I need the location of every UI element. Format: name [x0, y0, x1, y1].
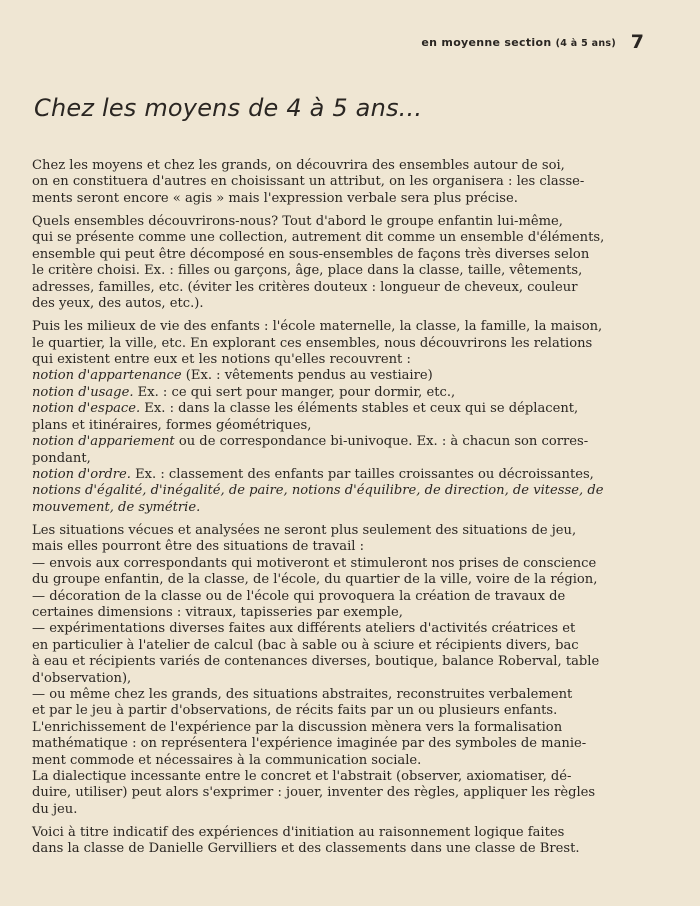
notion-text: ou de correspondance bi-univoque. Ex. : à chacun son corres- [174, 434, 589, 450]
notion-line [32, 467, 622, 483]
notion-line [32, 434, 622, 450]
text-line: L'enrichissement de l'expérience par la discussion mènera vers la formalisation [32, 719, 563, 735]
notion-line [32, 451, 622, 467]
notion-term: notion d'usage. [32, 384, 134, 400]
text-line: le critère choisi. Ex. : filles ou garçons, âge, place dans la classe, taille, vêtements, [32, 263, 583, 279]
body-text [32, 158, 622, 865]
paragraph-5 [32, 825, 622, 858]
notion-text: Ex. : dans la classe les éléments stables et ceux qui se déplacent, [140, 401, 579, 417]
text-line: du groupe enfantin, de la classe, de l'école, du quartier de la ville, voire de la région, [32, 572, 598, 588]
page-title: Chez les moyens de 4 à 5 ans... [34, 94, 423, 122]
text-line: Puis les milieux de vie des enfants : l'école maternelle, la classe, la famille, la maison, [32, 319, 603, 335]
text-line: ensemble qui peut être décomposé en sous-ensembles de façons très diverses selon [32, 246, 590, 262]
notion-text: Ex. : ce qui sert pour manger, pour dormir, etc., [133, 384, 456, 400]
text-line: Chez les moyens et chez les grands, on découvrira des ensembles autour de soi, [32, 158, 565, 173]
notion-term: notion d'espace. [32, 401, 141, 417]
text-line: des yeux, des autos, etc.). [32, 296, 204, 312]
notion-line [32, 368, 622, 384]
text-line: et par le jeu à partir d'observations, de récits faits par un ou plusieurs enfants. [32, 703, 558, 719]
notion-line [32, 401, 622, 417]
text-line: qui se présente comme une collection, autrement dit comme un ensemble d'éléments, [32, 230, 605, 246]
text-line: ments seront encore « agis » mais l'expression verbale sera plus précise. [32, 190, 518, 206]
text-line: à eau et récipients variés de contenances diverses, boutique, balance Roberval, table [32, 654, 600, 670]
text-line: — envois aux correspondants qui motiveront et stimuleront nos prises de conscience [32, 555, 597, 571]
notion-line [32, 418, 622, 434]
text-line: duire, utiliser) peut alors s'exprimer : jouer, inventer des règles, appliquer les règles [32, 785, 596, 801]
notion-text: plans et itinéraires, formes géométriques, [32, 417, 312, 433]
text-line: — décoration de la classe ou de l'école qui provoquera la création de travaux de [32, 588, 566, 604]
text-line: qui existent entre eux et les notions qu'elles recouvrent : [32, 352, 411, 368]
text-line: du jeu. [32, 801, 78, 817]
text-line: Voici à titre indicatif des expériences d'initiation au raisonnement logique faites [32, 825, 565, 841]
age-range: (4 à 5 ans) [555, 38, 616, 49]
notion-text: pondant, [32, 450, 91, 466]
notion-term: notion d'ordre. [32, 466, 131, 482]
text-line: certaines dimensions : vitraux, tapisseries par exemple, [32, 604, 403, 620]
text-line: dans la classe de Danielle Gervilliers et des classements dans une classe de Brest. [32, 841, 580, 857]
text-line: ment commode et nécessaires à la communication sociale. [32, 752, 422, 768]
paragraph-1 [32, 158, 622, 207]
notion-line [32, 385, 622, 401]
notion-term: notions d'égalité, d'inégalité, de paire, notions d'équilibre, de direction, de vitesse, de [32, 483, 604, 499]
paragraph-4 [32, 523, 622, 818]
notion-line [32, 483, 622, 499]
text-line: — ou même chez les grands, des situations abstraites, reconstruites verbalement [32, 686, 573, 702]
paragraph-3 [32, 319, 622, 516]
text-line: en particulier à l'atelier de calcul (bac à sable ou à sciure et récipients divers, bac [32, 637, 579, 653]
text-line: Quels ensembles découvrirons-nous? Tout d'abord le groupe enfantin lui-même, [32, 214, 563, 230]
notion-term: notion d'appartenance [32, 368, 182, 384]
text-line: La dialectique incessante entre le concret et l'abstrait (observer, axiomatiser, dé- [32, 769, 572, 785]
notion-line [32, 500, 622, 516]
text-line: Les situations vécues et analysées ne seront plus seulement des situations de jeu, [32, 522, 577, 538]
text-line: mathématique : on représentera l'expérience imaginée par des symboles de manie- [32, 736, 587, 752]
paragraph-2 [32, 214, 622, 312]
notion-text: (Ex. : vêtements pendus au vestiaire) [181, 368, 433, 384]
notion-text: Ex. : classement des enfants par tailles croissantes ou décroissantes, [130, 466, 594, 482]
page-number: 7 [630, 31, 644, 53]
text-line: d'observation), [32, 670, 132, 686]
notion-term: mouvement, de symétrie. [32, 499, 201, 515]
text-line: on en constituera d'autres en choisissant un attribut, on les organisera : les classe- [32, 174, 585, 190]
text-line: le quartier, la ville, etc. En explorant ces ensembles, nous découvrirons les relations [32, 335, 593, 351]
text-line: — expérimentations diverses faites aux différents ateliers d'activités créatrices et [32, 621, 576, 637]
running-title: en moyenne section [421, 36, 552, 49]
text-line: mais elles pourront être des situations de travail : [32, 539, 365, 555]
text-line: adresses, familles, etc. (éviter les critères douteux : longueur de cheveux, couleur [32, 279, 578, 295]
running-header [421, 36, 616, 49]
notion-term: notion d'appariement [32, 434, 175, 450]
